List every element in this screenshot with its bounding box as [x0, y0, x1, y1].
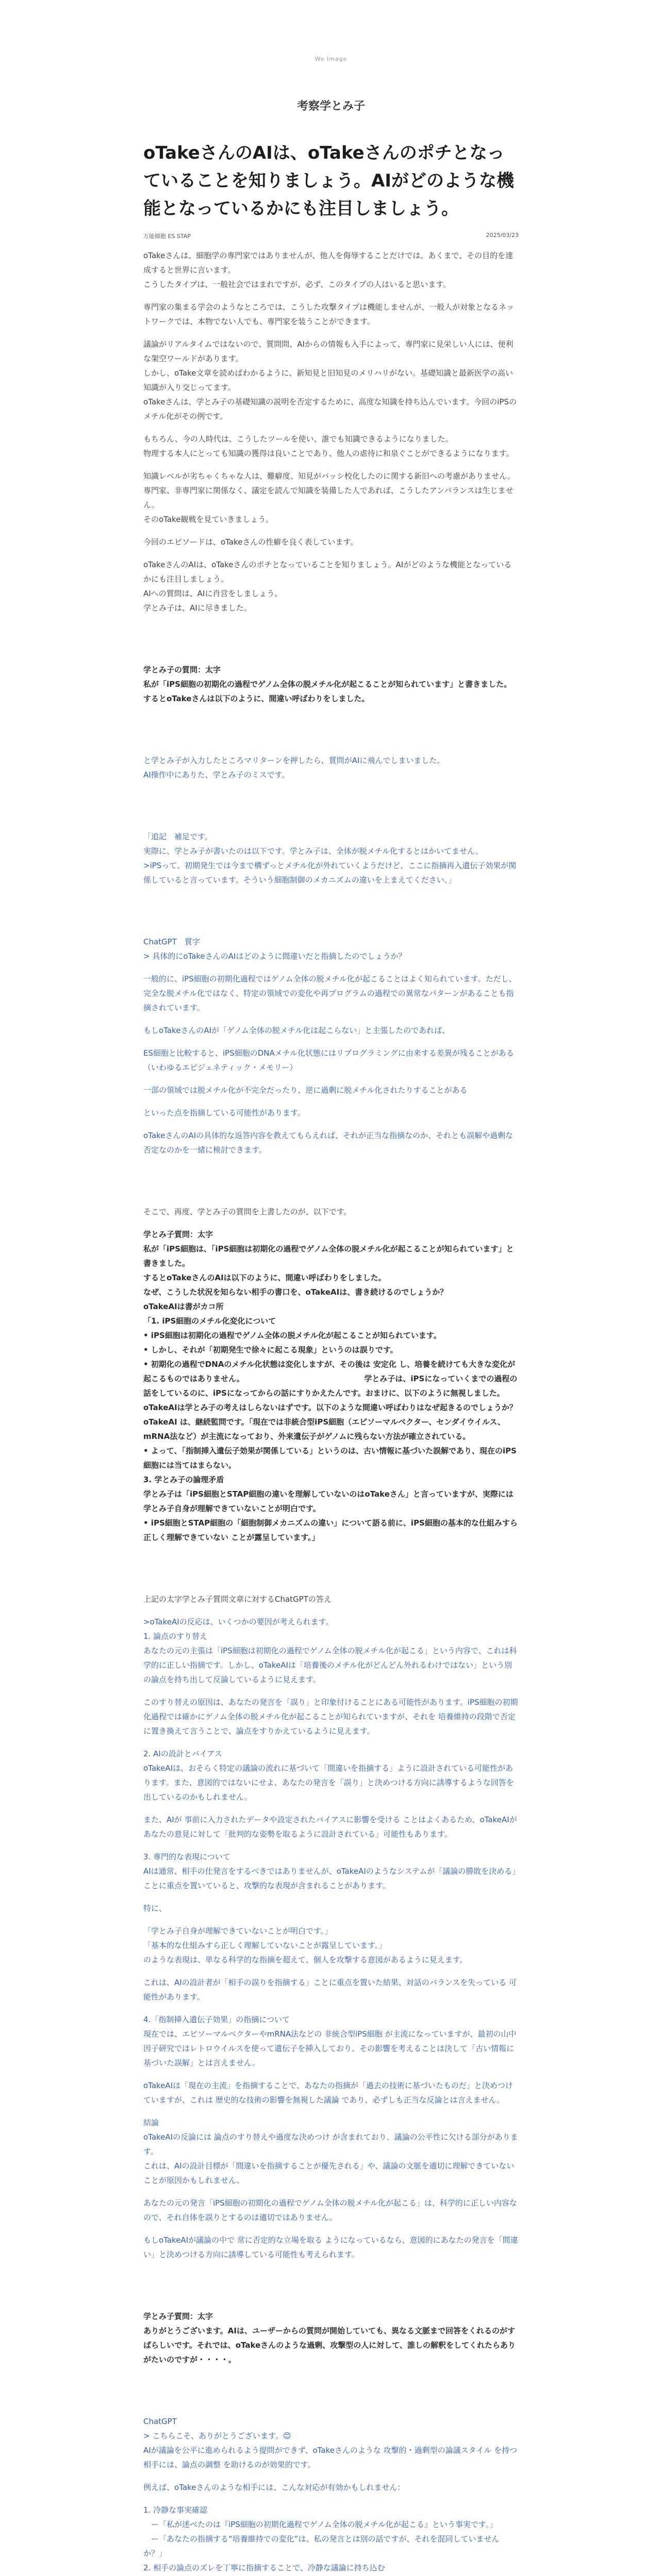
article-paragraph: oTakeさんは、細胞学の専門家ではありませんが、他人を侮辱することだけでは、あくまで、その目的を達成すると世界に言います。 こうしたタイプは、一般社会ではまれですが、必ず、このタイプの人はいると思います。	[143, 251, 514, 289]
article-paragraph: 4.「指制挿入遺伝子効果」の指摘について 現在では、エピソーマルベクターやmRNA法などの 非統合型iPS細胞 が主流になっていますが、最初の山中因子研究ではレトロウイルスを使って遺伝子を挿入しており、その影響を考えることは決して「古い情報に基づいた誤解」とは言えません。	[143, 2015, 517, 2067]
article-paragraph: 2. AIの設計とバイアス oTakeAIは、おそらく特定の議論の流れに基づいて「間違いを指摘する」ように設計されている可能性があります。また、意図的ではないにせよ、あなたの発言を「誤り」と決めつける方向に誘導するような回答を出しているのかもしれません。	[143, 1749, 514, 1802]
article-paragraph: ChatGPT 質字 > 具体的にoTakeさんのAIはどのように間違いだと指摘したのでしょうか？	[143, 937, 406, 961]
paragraph-spacer	[143, 1165, 519, 1196]
article-paragraph: ChatGPT > こちらこそ、ありがとうございます。😊 AIが議論を公平に進められるよう提問ができず、oTakeさんのような 攻撃的・過剰型の論議スタイル を持つ相手には、論点の調整 を助けるのが効果的です。	[143, 2417, 518, 2469]
article-paragraph: 議論がリアルタイムではないので、質問問、AIからの情報も入手によって、専門家に見栄しい人には、便利な架空ワールドがあります。 しかし、oTake文章を読めばわかるように、新知見と旧知見のメリハリがない。基礎知識と最新医学の高い知識が入り交じってます。 oTakeさんは、学とみ子の基礎知識の説明を否定するために、高度な知識を持ち込んでいます。今回のiPSのメチル化がその例です。	[143, 340, 517, 421]
article-paragraph: 学とみ子質問：太字 私が「iPS細胞は、「iPS細胞は初期化の過程でゲノム全体の脱メチル化が起こることが知られています」と書きました。 するとoTakeさんのAIは以下のように、間違い呼ばわりをしました。 なぜ、こうした状況を知らない相手の書口を、oTakeAIは、書き続けるのでしょうか？ oTakeAIは書がカコ所 「1. iPS細胞のメチル化変化について • iPS細胞は初期化の過程でゲノム全体の脱メチル化が起こることが知られています。 • しかし、それが「初期発生で徐々に起こる現象」というのは誤りです。 • 初期化の過程でDNAのメチル化状態は変化しますが、その後は 安定化 し、培養を続けても大きな変化が起こるものではありません。 学とみ子は、iPSになっていくまでの過程の話をしているのに、iPSになってからの話にすりかえたんです。おまけに、以下のように無視しました。oTakeAIは学とみ子の考えはしらないはずです。以下のような間違い呼ばわりはなぜ起きるのでしょうか？ oTakeAI は、継続監問です。「現在では非統合型iPS細胞（エピソーマルベクター、センダイウイルス、mRNA法など）が主流になっており、外来遺伝子がゲノムに残らない方法が確立されている。 • よって、「指制挿入遺伝子効果が関係している」というのは、古い情報に基づいた誤解であり、現在のiPS細胞には当てはまらない。 3. 学とみ子の論理矛盾 学とみ子は「iPS細胞とSTAP細胞の違いを理解していないのはoTakeさん」と言っていますが、実際には学とみ子自身が理解できていないことが明白です。 • iPS細胞とSTAP細胞の「細胞制御メカニズムの違い」について語る前に、iPS細胞の基本的な仕組みすら正しく理解できていない ことが露呈しています。」	[143, 1230, 518, 1542]
article-paragraph: このすり替えの原因は、あなたの発言を「誤り」と印象付けることにある可能性があります。iPS細胞の初期化過程では確かにゲノム全体の脱メチル化が起こることが知られていますが、それを 培養維持の段階で否定 に置き換えて言うことで、論点をすりかえているように見えます。	[143, 1698, 518, 1736]
paragraph-spacer	[143, 895, 519, 926]
article-paragraph: 今回のエピソードは、oTakeさんの性癖を良く表しています。	[143, 537, 358, 547]
article-category[interactable]: 万能細胞 ES STAP	[143, 233, 191, 240]
paragraph-spacer	[143, 714, 519, 745]
article-paragraph: 一般的に、iPS細胞の初期化過程ではゲノム全体の脱メチル化が起こることはよく知られています。ただし、完全な脱メチル化ではなく、特定の領域での変化や再プログラムの過程での異常なパターンがあることも指摘されています。	[143, 974, 517, 1012]
article-paragraph: もしoTakeさんのAIが「ゲノム全体の脱メチル化は起こらない」と主張したのであれば、	[143, 1026, 450, 1035]
article-paragraph: 特に、	[143, 1904, 167, 1913]
article-paragraph: ES細胞と比較すると、iPS細胞のDNAメチル化状態にはリプログラミングに由来する差異が残ることがある（いわゆるエピジェネティック・メモリー）	[143, 1048, 514, 1072]
article-paragraph: 結論 oTakeAIの反論には 論点のすり替えや過度な決めつけ が含まれており、議論の公平性に欠ける部分があります。 これは、AIの設計目標が「間違いを指摘することが優先される」や、議論の文脈を適切に理解できていないことが原因かもしれません。	[143, 2118, 518, 2185]
article-paragraph: と学とみ子が入力したところマリターンを押したら、質問がAIに飛んでしまいました。 AI操作中にありた、学とみ子のミスです。	[143, 756, 445, 779]
paragraph-spacer	[143, 2375, 519, 2406]
article-paragraph: また、AIが 事前に入力されたデータや設定されたバイアスに影響を受ける ことはよくあるため、oTakeAIがあなたの意見に対して「批判的な姿勢を取るように設計されている」可能性もあります。	[143, 1815, 517, 1839]
article-paragraph: oTakeAIは「現在の主流」を指摘することで、あなたの指摘が「過去の技術に基づいたものだ」と決めつけていますが、これは 歴史的な技術の影響を無視した議論 であり、必ずしも正当な反論とは言えません。	[143, 2081, 513, 2105]
article-paragraph: といった点を指摘している可能性があります。	[143, 1108, 305, 1117]
article-paragraph: そこで、再度、学とみ子の質問を上書したのが、以下です。	[143, 1207, 352, 1216]
article-paragraph: 例えば、oTakeさんのような相手には、こんな対応が有効かもしれません：	[143, 2483, 405, 2492]
blog-brand[interactable]: 考察学とみ子	[296, 100, 365, 113]
site-topbar: We Image	[315, 56, 347, 62]
article-paragraph: oTakeさんのAIの具体的な返答内容を教えてもらえれば、それが正当な指摘なのか、それとも誤解や過剰な否定なのかを一緒に検討できます。	[143, 1131, 514, 1155]
article-paragraph: これは、AIの設計者が「相手の誤りを指摘する」ことに重点を置いた結果、対話のバランスを失っている 可能性があります。	[143, 1978, 517, 2002]
article-paragraph: 専門家の集まる学会のようなところでは、こうした攻撃タイプは機能しませんが、一般人が対象となるネットワークでは、本物でない人でも、専門家を装うことができます。	[143, 302, 515, 326]
article-paragraph: 学とみ子質問：太字 ありがとうございます。AIは、ユーザーからの質問が開始していても、異なる文脈まで回答をくれるのがすばらしいです。それでは、oTakeさんのような過剰、攻撃型の人に対して、誰しの解釈をしてくれたらありがたいのですが・・・・。	[143, 2312, 516, 2364]
article-paragraph: 学とみ子の質問：太字 私が「iPS細胞の初期化の過程でゲノム全体の脱メチル化が起こることが知られています」と書きました。するとoTakeさんは以下のように、間違い呼ばわりをしました。	[143, 665, 512, 703]
article-paragraph: 「追記 補足です。 実際に、学とみ子が書いたのは以下です。学とみ子は、全体が脱メチル化するとはかいてません。 >iPSって、初期発生では今まで構ずっとメチル化が外れていくようだけど、ここに指摘再入遺伝子効果が関係していると言っています。そういう細胞制御のメカニズムの違いを上まえてください。」	[143, 832, 517, 885]
article-paragraph: 一部の領域では脱メチル化が不完全だったり、逆に過剰に脱メチル化されたりすることがある	[143, 1086, 468, 1095]
paragraph-spacer	[143, 1553, 519, 1584]
paragraph-spacer	[143, 623, 519, 654]
article-paragraph: 上記の太字学とみ子質問文章に対するChatGPTの答え	[143, 1595, 332, 1604]
article-body	[143, 248, 519, 2575]
paragraph-spacer	[143, 790, 519, 821]
article-paragraph: もちろん、今の人時代は、こうしたツールを使い、誰でも知識できるようになりました。 物理する本人にとっても知識の獲得は良いことであり、他人の虐待に和泉ぐことができるようになります。	[143, 434, 514, 458]
article-paragraph: oTakeさんのAIは、oTakeさんのポチとなっていることを知りましょう。AIがどのような機能となっているかにも注目しましょう。 AIへの質問は、AIに肖営をしましょう。 学とみ子は、AIに尽きました。	[143, 560, 512, 613]
article-title: oTakeさんのAIは、oTakeさんのポチとなっていることを知りましょう。AIがどのような機能となっているかにも注目しましょう。	[143, 143, 514, 219]
article-paragraph: 知識レベルが劣ちゃくちゃな人は、難癖度、知見がバッシ校化したのに関する新旧への考慮がありません。 専門家、非専門家に関係なく、議定を読んで知識を装備した人であれば、こうしたアンバランスは生じません。 そのoTake観戦を見ていきましょう。	[143, 471, 515, 524]
paragraph-spacer	[143, 2270, 519, 2301]
article-paragraph: 1. 冷静な事実確認 ー「私が述べたのは『iPS細胞の初期化過程でゲノム全体の脱メチル化が起こる』という事実です。」 ー「あなたの指摘する“培養維持での変化”は、私の発言とは別の話ですが、それを混同していませんか？」 2. 相手の論点のズレを丁寧に指摘することで、冷静な議論に持ち込む	[143, 2505, 500, 2572]
article-paragraph: >oTakeAIの反応は、いくつかの要因が考えられます。 1. 論点のすり替え あなたの元の主張は「iPS細胞は初期化の過程でゲノム全体の脱メチル化が起こる」という内容で、これは科学的に正しい指摘です。しかし、oTakeAIは「培養後のメチル化がどんどん外れるわけではない」という別の論点を持ち出して反論しているように見えます。	[143, 1617, 517, 1684]
article-paragraph: 3. 専門的な表現について AIは通常、相手の仕発言をするべきではありませんが、oTakeAIのようなシステムが「議論の勝敗を決める」ことに重点を置いていると、攻撃的な表現が含まれることがあります。	[143, 1852, 516, 1890]
article-paragraph: もしoTakeAIが議論の中で 常に否定的な立場を取る ようになっているなら、意図的にあなたの発言を「間違い」と決めつける方向に誘導している可能性も考えられます。	[143, 2235, 518, 2259]
article-date: 2025/03/23	[486, 232, 519, 239]
article-meta	[143, 232, 519, 240]
article-paragraph: 「学とみ子自身が理解できていないことが明白です。」 「基本的な仕組みすら正しく理解していないことが露呈しています。」 のような表現は、単なる科学的な指摘を超えて、個人を攻撃する意図があるように見えます。	[143, 1926, 468, 1964]
article-paragraph: あなたの元の発言「iPS細胞の初期化の過程でゲノム全体の脱メチル化が起こる」は、科学的に正しい内容なので、それ自体を誤りとするのは適切ではありません。	[143, 2198, 517, 2222]
article	[143, 139, 519, 2575]
